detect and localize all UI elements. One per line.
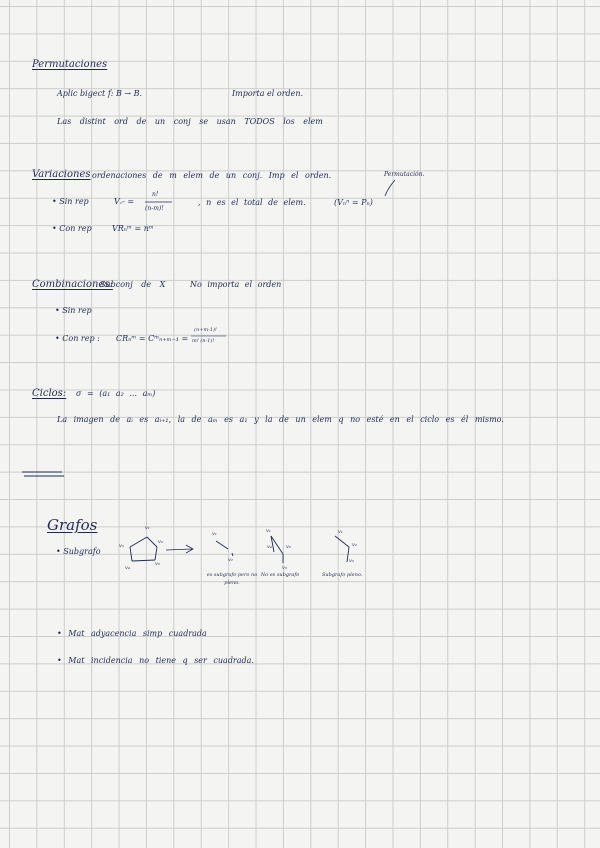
svg-text:v₁: v₁ <box>266 528 271 534</box>
combinaciones-title: Combinaciones: <box>32 279 113 290</box>
ciclos-line: La imagen de aᵢ es aᵢ₊₁, la de aₘ es a₁ y la de un elem q no esté en el ciclo es él mismo. <box>57 415 504 424</box>
grafos-title: Grafos <box>47 516 98 534</box>
svg-text:v₃: v₃ <box>349 558 354 564</box>
permutaciones-title: Permutaciones <box>32 59 108 70</box>
vertex-label-v3: v₃ <box>155 561 160 567</box>
subgraph-2 <box>271 536 283 563</box>
ciclos-formula: σ = (a₁ a₂ ... aₘ) <box>76 389 156 398</box>
svg-text:v₄: v₄ <box>267 544 272 550</box>
graph-main <box>130 537 157 561</box>
permutacion-formula: (Vₙⁿ = Pₙ) <box>334 198 373 207</box>
combinaciones-formula: CRₙᵐ = Cᵐₙ₊ₘ₋₁ = <box>116 334 189 343</box>
subgraph-vertex-labels <box>212 528 357 571</box>
subgraph-1 <box>216 541 233 556</box>
permutaciones-line-1: Aplic bigect f: B → B. <box>57 89 143 98</box>
permutaciones-line-1-note: Importa el orden. <box>232 89 304 98</box>
vertex-label-v4: v₄ <box>125 565 130 571</box>
variaciones-formula-den: (n-m)! <box>145 205 164 212</box>
variaciones-formula-lhs: Vₙᵐ = <box>114 197 135 206</box>
svg-text:v₁: v₁ <box>212 531 217 537</box>
grafos-bullet-1: • Mat adyacencia simp cuadrada <box>57 629 207 638</box>
svg-text:v₂: v₂ <box>228 557 233 563</box>
svg-text:v₂: v₂ <box>352 542 357 548</box>
variaciones-formula-note: , n es el total de elem. <box>198 198 306 207</box>
variaciones-intro: ordenaciones de m elem de un conj. Imp el orden. <box>92 171 332 180</box>
combinaciones-intro: Subconj de X <box>100 280 166 289</box>
variaciones-title: Variaciones <box>32 169 91 180</box>
permutacion-note: Permutación. <box>384 171 425 178</box>
combinaciones-formula-num: (n+m-1)! <box>194 327 217 333</box>
caption-no-subgrafo: No es subgrafo <box>260 572 300 578</box>
permutacion-arrow <box>385 180 395 196</box>
combinaciones-sin-rep: • Sin rep <box>55 306 92 315</box>
variaciones-con-rep-formula: VRₙᵐ = nᵐ <box>112 224 154 233</box>
grafos-bullet-2: • Mat incidencia no tiene q ser cuadrada. <box>57 656 254 665</box>
variaciones-formula-num: n! <box>152 191 159 198</box>
combinaciones-con-rep: • Con rep : <box>55 334 100 343</box>
permutaciones-line-2: Las distint ord de un conj se usan TODOS los elem <box>57 117 323 126</box>
vertex-label-v2: v₂ <box>158 539 163 545</box>
combinaciones-note: No importa el orden <box>190 280 282 289</box>
variaciones-con-rep: • Con rep <box>52 224 92 233</box>
ciclos-title: Ciclos: <box>32 388 67 399</box>
svg-text:v₂: v₂ <box>286 544 291 550</box>
vertex-label-v5: v₅ <box>119 543 124 549</box>
vertex-label-v1: v₁ <box>145 525 150 531</box>
caption-es-subgrafo: es subgrafo pero no pleno. <box>206 572 258 586</box>
subgraph-3 <box>335 536 349 562</box>
svg-text:v₃: v₃ <box>282 565 287 571</box>
caption-subgrafo-pleno: Subgrafo pleno. <box>322 572 363 578</box>
subgrafo-label: • Subgrafo <box>56 547 101 556</box>
variaciones-sin-rep: • Sin rep <box>52 197 89 206</box>
combinaciones-formula-den: m! (n-1)! <box>192 338 215 344</box>
subgraph-arrow <box>166 545 193 553</box>
svg-text:v₁: v₁ <box>338 529 343 535</box>
